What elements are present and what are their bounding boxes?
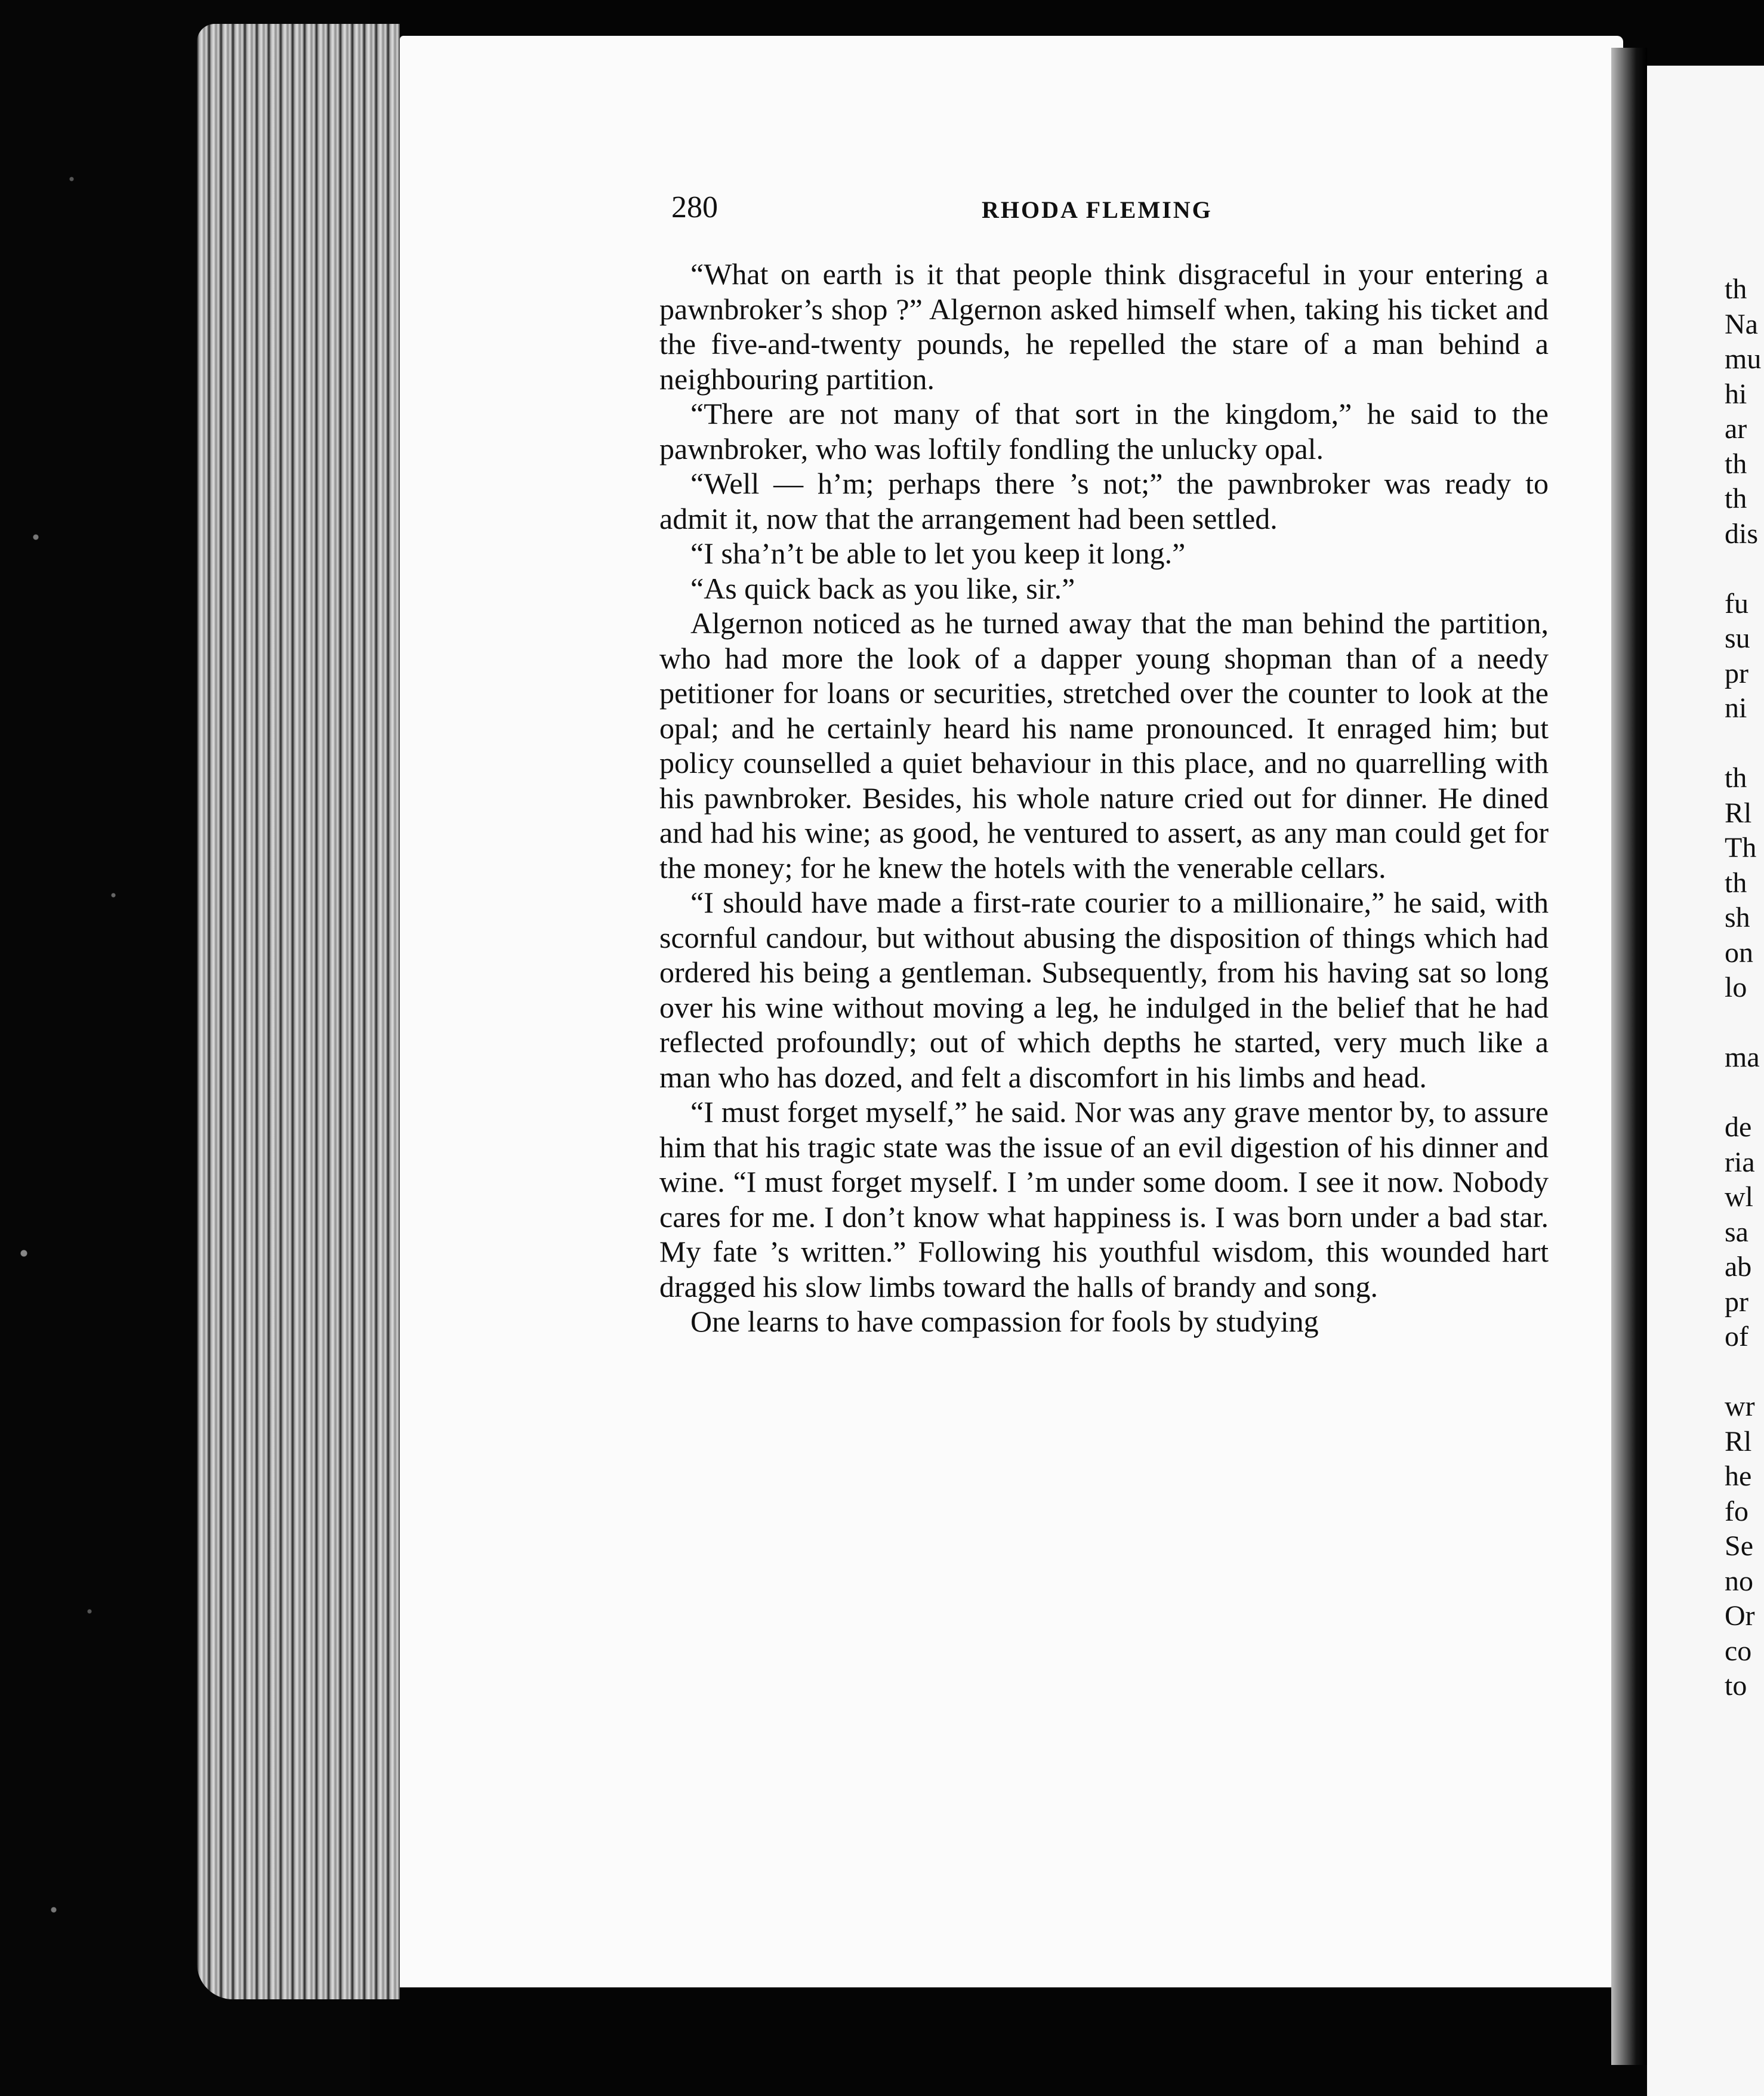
facing-page-fragment: sh <box>1725 902 1750 933</box>
facing-page-fragment: pr <box>1725 657 1748 689</box>
facing-page-fragment: sa <box>1725 1216 1748 1248</box>
running-head: RHODA FLEMING <box>982 196 1213 223</box>
facing-page-fragment: hi <box>1725 378 1747 410</box>
facing-page-fragment <box>1725 1075 1764 1111</box>
facing-page-fragment: Rl <box>1725 797 1752 829</box>
facing-page-fragment: he <box>1725 1460 1752 1492</box>
facing-page-fragment: of <box>1725 1321 1748 1352</box>
facing-page-fragment: su <box>1725 622 1750 654</box>
facing-page-fragment: de <box>1725 1111 1752 1143</box>
facing-page-fragment: lo <box>1725 972 1747 1003</box>
facing-page-fragment: th <box>1725 762 1747 794</box>
facing-page-fragment: on <box>1725 936 1753 969</box>
facing-page-fragment: ma <box>1725 1041 1760 1073</box>
facing-page-fragment: Th <box>1725 832 1757 864</box>
facing-page-fragment: mu <box>1725 343 1762 375</box>
paragraph: “As quick back as you like, sir.” <box>690 571 1075 605</box>
facing-page-fragment: no <box>1725 1565 1753 1597</box>
facing-page-fragment: ni <box>1725 692 1747 724</box>
paragraph: “What on earth is it that people think disgraceful in your entering a pawnbroker’s shop ?” Algernon asked himself when, taking his ticket and the five-and-twenty pounds, he repelled the stare of a man behind a neighbouring partition. <box>659 257 1549 396</box>
page-header <box>671 190 1268 232</box>
facing-page-fragment: Se <box>1725 1530 1753 1562</box>
paragraph: “Well — h’m; perhaps there ’s not;” the pawnbroker was ready to admit it, now that the arrangement had been settled. <box>659 467 1549 535</box>
facing-page-fragment: fu <box>1725 587 1748 619</box>
paragraph: “I must forget myself,” he said. Nor was any grave mentor by, to assure him that his tragic state was the issue of an evil digestion of his dinner and wine. “I must forget myself. I ’m under some doom. I see it now. Nobody cares for me. I don’t know what happiness is. I was born under a bad star. My fate ’s written.” Following his youthful wisdom, this wounded hart dragged his slow limbs toward the halls of brandy and song. <box>659 1095 1549 1303</box>
facing-page-fragment: fo <box>1725 1495 1748 1527</box>
facing-page-fragment: Or <box>1725 1600 1755 1632</box>
facing-page-fragment: th <box>1725 483 1747 514</box>
page-number: 280 <box>671 190 718 224</box>
facing-page-fragment: ab <box>1725 1251 1752 1283</box>
facing-page-fragment: Na <box>1725 308 1758 340</box>
facing-page-fragment <box>1725 1355 1764 1390</box>
facing-page-fragment: wr <box>1725 1391 1755 1422</box>
facing-page-fragment: th <box>1725 273 1747 305</box>
facing-page-fragment: to <box>1725 1670 1747 1702</box>
facing-page-fragment: ria <box>1725 1146 1755 1178</box>
facing-page-fragment: th <box>1725 867 1747 899</box>
paragraph: “I should have made a first-rate courier to a millionaire,” he said, with scornful candour, but without abusing the disposition of things which had ordered his being a gentleman. Subsequently, from his having sat so long over his wine without moving a leg, he indulged in the belief that he had reflected profoundly; out of which depths he started, very much like a man who has dozed, and felt a discomfort in his limbs and head. <box>659 886 1549 1094</box>
paragraph: “I sha’n’t be able to let you keep it long.” <box>690 537 1186 570</box>
paragraph: One learns to have compassion for fools by studying <box>690 1305 1319 1338</box>
page-edges <box>197 24 400 1999</box>
facing-page-fragment: ar <box>1725 413 1747 445</box>
facing-page-fragment <box>1725 1006 1764 1041</box>
facing-page-fragment: th <box>1725 448 1747 480</box>
paragraph: “There are not many of that sort in the kingdom,” he said to the pawnbroker, who was loftily fondling the unlucky opal. <box>659 397 1549 466</box>
facing-page-fragment: co <box>1725 1635 1752 1667</box>
facing-page-fragment: dis <box>1725 517 1759 550</box>
gutter-shadow <box>1611 48 1647 2065</box>
facing-page-fragment <box>1725 726 1764 762</box>
facing-page-fragment: Rl <box>1725 1425 1752 1457</box>
facing-page-fragment: wl <box>1725 1181 1753 1213</box>
paragraph: Algernon noticed as he turned away that the man behind the partition, who had more the look of a dapper young shopman than of a needy petitioner for loans or securities, stretched over the counter to look at the opal; and he certainly heard his name pronounced. It enraged him; but policy counselled a quiet behaviour in this place, and no quarrelling with his pawnbroker. Besides, his whole nature cried out for dinner. He dined and had his wine; as good, he ventured to assert, as any man could get for the money; for he knew the hotels with the venerable cellars. <box>659 606 1549 884</box>
facing-page-fragment <box>1725 551 1764 587</box>
body-text <box>659 257 1549 1339</box>
facing-page-fragment: pr <box>1725 1286 1748 1318</box>
facing-page-text <box>1725 272 1764 1704</box>
